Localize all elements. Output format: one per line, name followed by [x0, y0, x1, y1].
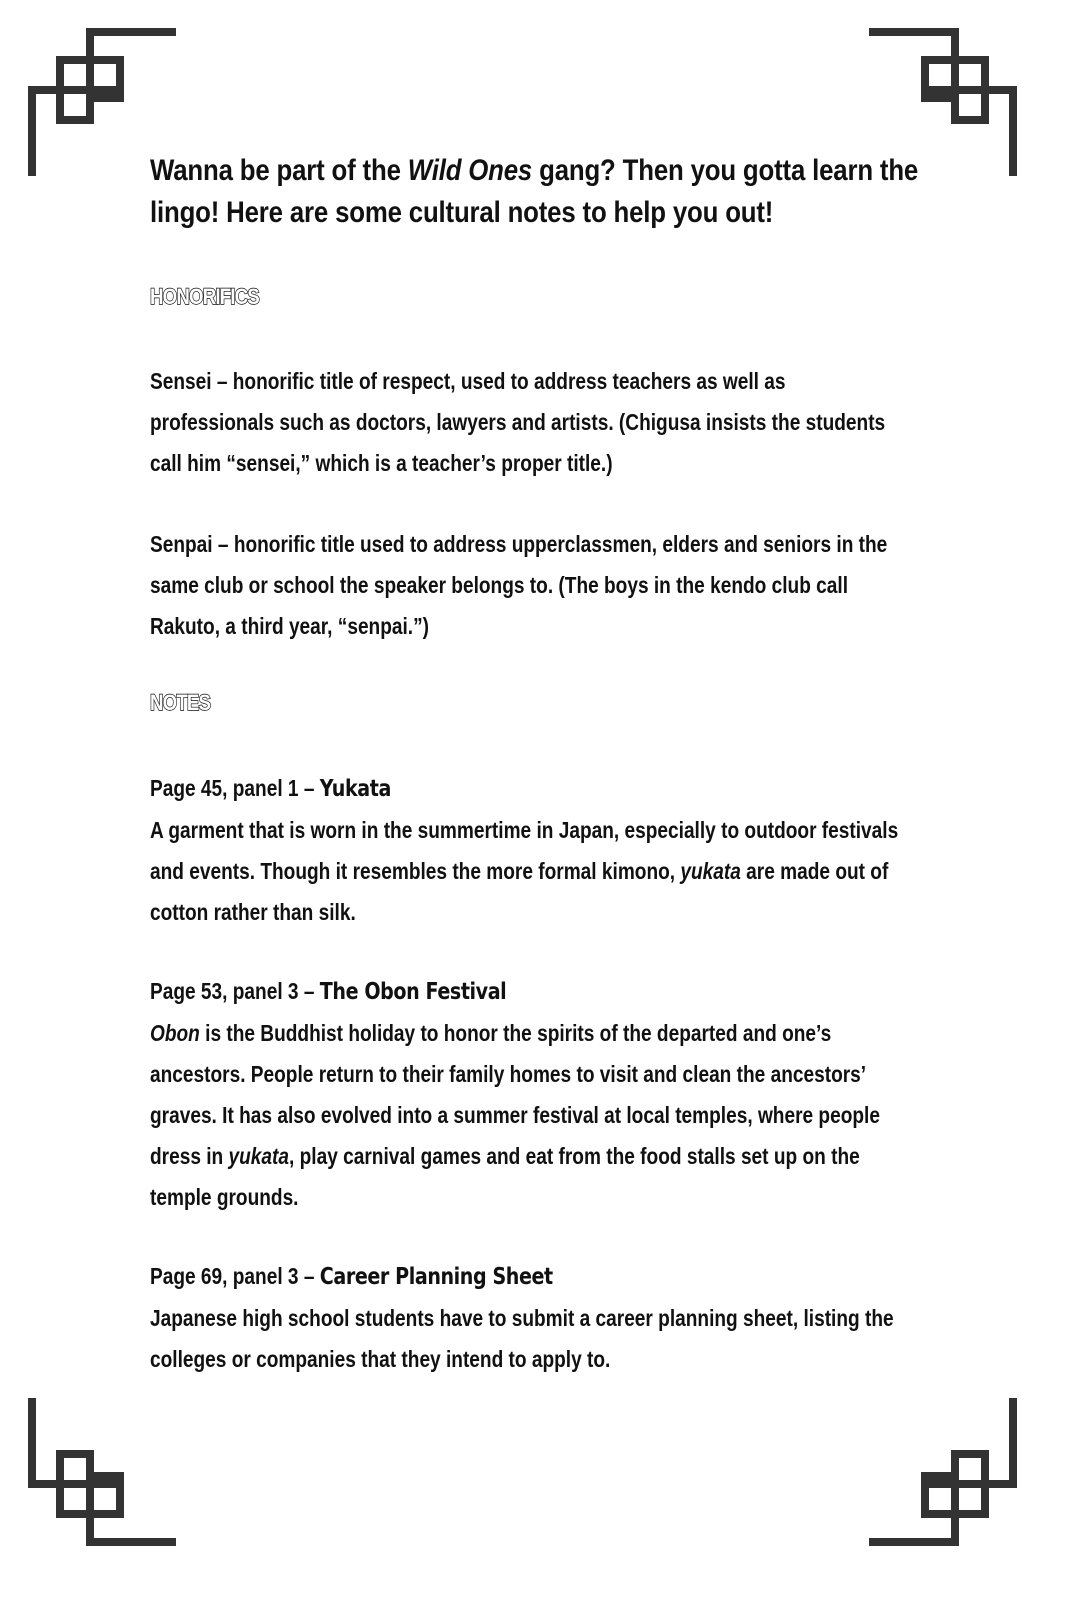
- note-career-planning-sheet: [150, 1256, 914, 1380]
- glossary-entry-sensei: [150, 361, 914, 484]
- lattice-ornament-icon: [26, 1398, 176, 1548]
- note-title: Career Planning Sheet: [319, 1264, 553, 1290]
- note-italic-term: yukata: [680, 858, 741, 884]
- intro-text-end: gang? Then you gotta learn the lingo! Here are some cultural notes to help you out!: [150, 154, 919, 229]
- intro-text-start: Wanna be part of the: [150, 154, 408, 187]
- note-body: [150, 1298, 914, 1380]
- note-title: Yukata: [319, 776, 391, 802]
- glossary-entry-senpai: [150, 524, 914, 647]
- note-text: A garment that is worn in the summertime in Japan, especially to outdoor festivals and events. Though it resembles the more formal kimono,: [150, 817, 899, 884]
- section-heading-notes: NOTES: [150, 690, 211, 715]
- note-body: [150, 810, 914, 933]
- note-page-reference: Page 69, panel 3 –: [150, 1263, 320, 1289]
- note-text: Japanese high school students have to submit a career planning sheet, listing the colleges or companies that they intend to apply to.: [150, 1305, 894, 1372]
- note-body: [150, 1013, 914, 1218]
- note-header: [150, 1256, 914, 1298]
- glossary-term: Sensei: [150, 368, 212, 394]
- glossary-term: Senpai: [150, 531, 213, 557]
- note-header: [150, 971, 914, 1013]
- note-text: is the Buddhist holiday to honor the spirits of the departed and one’s ancestors. People return to their family homes to visit and clean the ancestors’ graves. It has also evolved into a summer festival at local temples, where people dress in: [150, 1020, 880, 1169]
- note-obon-festival: [150, 971, 914, 1218]
- corner-ornament-bottom-left: [26, 1398, 176, 1548]
- glossary-definition: – honorific title of respect, used to address teachers as well as professionals such as doctors, lawyers and artists. (Chigusa insists the students call him “sensei,” which is a teacher’s proper title.): [150, 368, 886, 476]
- glossary-page: [150, 150, 930, 1372]
- section-heading-honorifics: HONORIFICS: [150, 284, 259, 309]
- note-page-reference: Page 53, panel 3 –: [150, 978, 320, 1004]
- lattice-ornament-icon: [869, 1398, 1019, 1548]
- note-text: are made out of cotton rather than silk.: [150, 858, 889, 925]
- intro-series-title: Wild Ones: [407, 154, 533, 187]
- note-title: The Obon Festival: [319, 979, 507, 1005]
- note-italic-term: yukata: [228, 1143, 290, 1169]
- note-text: , play carnival games and eat from the food stalls set up on the temple grounds.: [150, 1143, 860, 1210]
- note-italic-term: Obon: [150, 1020, 200, 1046]
- corner-ornament-bottom-right: [869, 1398, 1019, 1548]
- note-header: [150, 768, 914, 810]
- note-yukata: [150, 768, 914, 933]
- note-page-reference: Page 45, panel 1 –: [150, 775, 320, 801]
- intro-paragraph: [150, 150, 933, 234]
- glossary-definition: – honorific title used to address upperclassmen, elders and seniors in the same club or school the speaker belongs to. (The boys in the kendo club call Rakuto, a third year, “senpai.”): [150, 531, 888, 639]
